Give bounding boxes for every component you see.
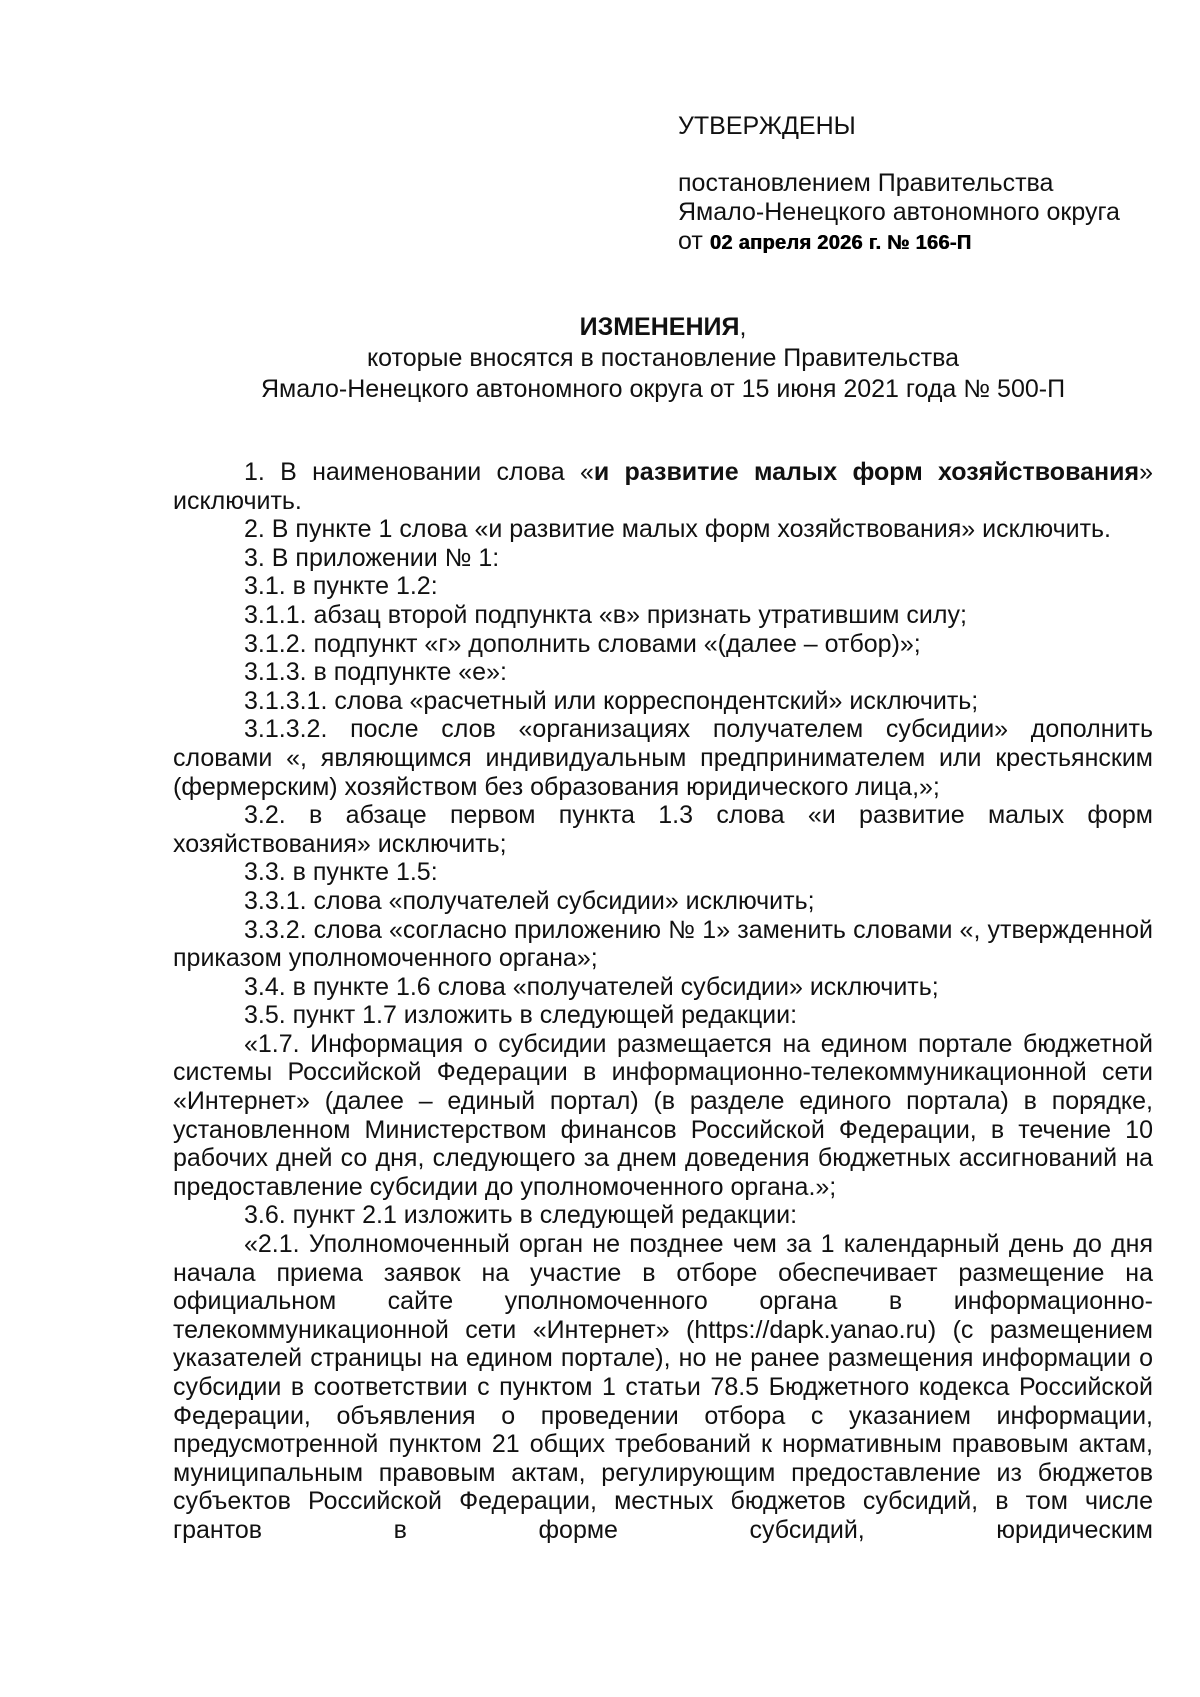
p1-post: » исключить.	[173, 458, 1153, 515]
paragraph-1	[173, 458, 1153, 515]
title-line-3: Ямало-Ненецкого автономного округа от 15 июня 2021 года № 500-П	[260, 375, 1066, 403]
p1-bold: и развитие малых форм хозяйствования	[593, 458, 1140, 486]
approval-line-1: постановлением Правительства	[678, 169, 1054, 197]
title-comma: ,	[739, 313, 747, 341]
paragraph-10: 3.2. в абзаце первом пункта 1.3 слова «и развитие малых форм хозяйствования» исключить;	[173, 801, 1153, 858]
title-line-1	[173, 312, 1153, 343]
p1-pre: 1. В наименовании слова «	[244, 458, 594, 486]
title-line-2: которые вносятся в постановление Правительства	[366, 344, 960, 372]
paragraph-14: 3.4. в пункте 1.6 слова «получателей субсидии» исключить;	[244, 972, 939, 1001]
paragraph-4: 3.1. в пункте 1.2:	[244, 572, 438, 601]
document-title	[173, 312, 1153, 405]
paragraph-8: 3.1.3.1. слова «расчетный или корреспондентский» исключить;	[244, 686, 979, 715]
paragraph-2: 2. В пункте 1 слова «и развитие малых форм хозяйствования» исключить.	[244, 515, 1111, 544]
document-body	[173, 458, 1153, 1545]
paragraph-17: 3.6. пункт 2.1 изложить в следующей редакции:	[244, 1201, 798, 1230]
paragraph-16: «1.7. Информация о субсидии размещается на едином портале бюджетной системы Российской Федерации в информационно-телекоммуникационной сети «Интернет» (далее – единый портал) (в разделе единого портала) в порядке, установленном Министерством финансов Российской Федерации, в течение 10 рабочих дней со дня, следующего за днем доведения бюджетных ассигнований на предоставление субсидии до уполномоченного органа.»;	[173, 1029, 1153, 1201]
paragraph-12: 3.3.1. слова «получателей субсидии» исключить;	[244, 886, 815, 915]
title-main: ИЗМЕНЕНИЯ	[579, 313, 740, 341]
paragraph-9: 3.1.3.2. после слов «организациях получателем субсидии» дополнить словами «, являющимся индивидуальным предпринимателем или крестьянским (фермерским) хозяйством без образования юридического лица,»;	[173, 715, 1153, 801]
approval-heading: УТВЕРЖДЕНЫ	[678, 112, 856, 140]
paragraph-7: 3.1.3. в подпункте «е»:	[244, 658, 507, 687]
paragraph-5: 3.1.1. абзац второй подпункта «в» признать утратившим силу;	[244, 600, 967, 629]
paragraph-11: 3.3. в пункте 1.5:	[244, 858, 438, 887]
approval-date-line	[678, 227, 1178, 258]
approval-stamp	[678, 112, 1178, 258]
approval-date-value: 02 апреля 2026 г. № 166-П	[709, 232, 972, 254]
paragraph-18: «2.1. Уполномоченный орган не позднее чем за 1 календарный день до дня начала приема заявок на участие в отборе обеспечивает размещение на официальном сайте уполномоченного органа в информационно-телекоммуникационной сети «Интернет» (https://dapk.yanao.ru) (с размещением указателей страницы на едином портале), но не ранее размещения информации о субсидии в соответствии с пунктом 1 статьи 78.5 Бюджетного кодекса Российской Федерации, объявления о проведении отбора с указанием информации, предусмотренной пунктом 21 общих требований к нормативным правовым актам, муниципальным правовым актам, регулирующим предоставление из бюджетов субъектов Российской Федерации, местных бюджетов субсидий, в том числе грантов в форме субсидий, юридическим	[173, 1230, 1153, 1544]
approval-date-prefix: от	[678, 227, 703, 255]
paragraph-15: 3.5. пункт 1.7 изложить в следующей редакции:	[244, 1001, 798, 1030]
paragraph-3: 3. В приложении № 1:	[244, 543, 500, 572]
paragraph-13: 3.3.2. слова «согласно приложению № 1» заменить словами «, утвержденной приказом уполномоченного органа»;	[173, 915, 1153, 973]
paragraph-6: 3.1.2. подпункт «г» дополнить словами «(далее – отбор)»;	[244, 629, 921, 658]
approval-line-2: Ямало-Ненецкого автономного округа	[678, 198, 1120, 226]
